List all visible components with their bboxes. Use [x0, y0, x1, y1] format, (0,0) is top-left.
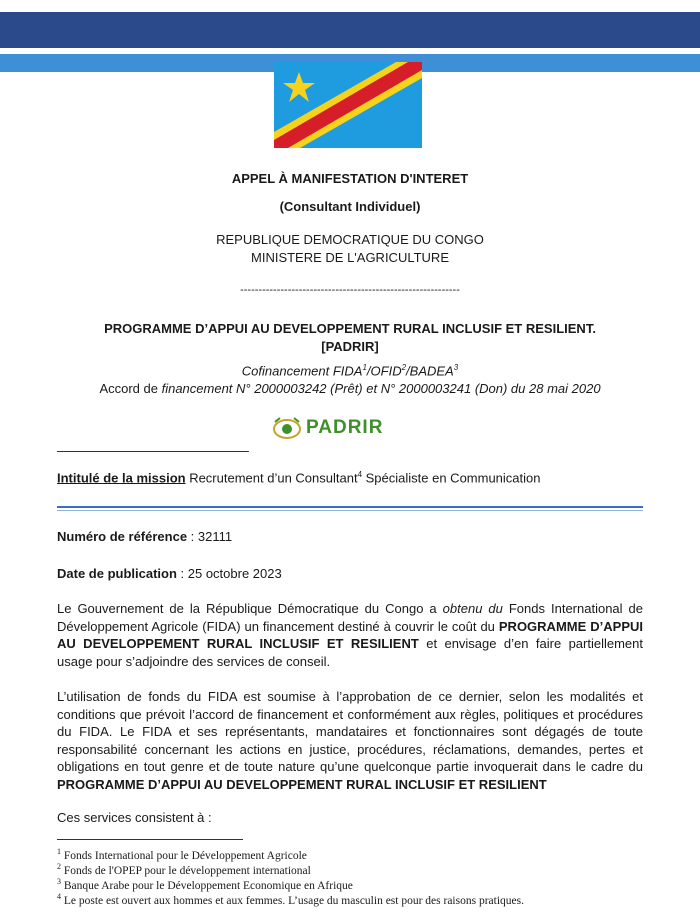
ministry-name: MINISTERE DE L'AGRICULTURE [251, 250, 449, 265]
mission-label: Intitulé de la mission [57, 470, 186, 486]
footnote: $^2$ Fonds de l'OPEP pour le développement international [57, 862, 311, 877]
blue-divider-thin [57, 510, 643, 511]
header-band-dark [0, 12, 700, 48]
reference-number: Numéro de référence : 32111 [57, 529, 233, 544]
cofinancement-line: Cofinancement FIDA$^1$/OFID$^2$/BADEA$^3$ [241, 363, 459, 379]
publication-date: Date de publication : 25 octobre 2023 [57, 566, 282, 581]
footnote: $^3$ Banque Arabe pour le Développement Economique en Afrique [57, 877, 353, 892]
accord-line: Accord de financement N° 2000003242 (Prêt) et N° 2000003241 (Don) du 28 mai 2020 [99, 381, 601, 396]
footnote-divider [57, 839, 243, 840]
separator-dashes: ------------------------------------------------------------ [240, 284, 460, 296]
blue-divider [57, 506, 643, 508]
drc-flag-icon [274, 62, 422, 148]
services-intro: Ces services consistent à : [57, 810, 212, 825]
programme-name: PROGRAMME D’APPUI AU DEVELOPPEMENT RURAL INCLUSIF ET RESILIENT. [104, 321, 596, 336]
country-name: REPUBLIQUE DEMOCRATIQUE DU CONGO [216, 232, 484, 247]
padrir-logo-text: PADRIR [306, 417, 384, 438]
padrir-logo-icon [272, 416, 302, 440]
footnote: $^1$ Fonds International pour le Développement Agricole [57, 847, 307, 862]
notice-title: APPEL À MANIFESTATION D'INTERET [231, 171, 469, 186]
short-divider [57, 451, 249, 452]
mission-title: Intitulé de la mission Recrutement d’un Consultant$^4$ Spécialiste en Communication [57, 470, 541, 486]
programme-acronym: [PADRIR] [321, 339, 379, 354]
padrir-logo [272, 414, 383, 442]
paragraph-fida-conditions: L’utilisation de fonds du FIDA est soumise à l’approbation de ce dernier, selon les modalités et conditions que prévoit l’accord de financement et conformément aux règles, politiques et procédures du FIDA. Le FIDA et ses représentants, mandataires et fonctionnaires sont dégagés de toute responsabilité concernant les actions en justice, procédures, réclamations, demandes, pertes et obligations en tout genre et de toute nature qu’une quelconque partie invoquerait dans le cadre du PROGRAMME D’APPUI AU DEVELOPPEMENT RURAL INCLUSIF ET RESILIENT [57, 689, 643, 792]
footnote: $^4$ Le poste est ouvert aux hommes et aux femmes. L’usage du masculin est pour des raisons pratiques. [57, 892, 524, 907]
notice-subtitle: (Consultant Individuel) [279, 199, 421, 214]
paragraph-financing: Le Gouvernement de la République Démocratique du Congo a obtenu du Fonds International de Développement Agricole (FIDA) un financement destiné à couvrir le coût du PROGRAMME D’APPUI AU DEVELOPPEMENT RURAL INCLUSIF ET RESILIENT et envisage d’en faire partiellement usage pour s’adjoindre des services de conseil. [57, 601, 644, 669]
